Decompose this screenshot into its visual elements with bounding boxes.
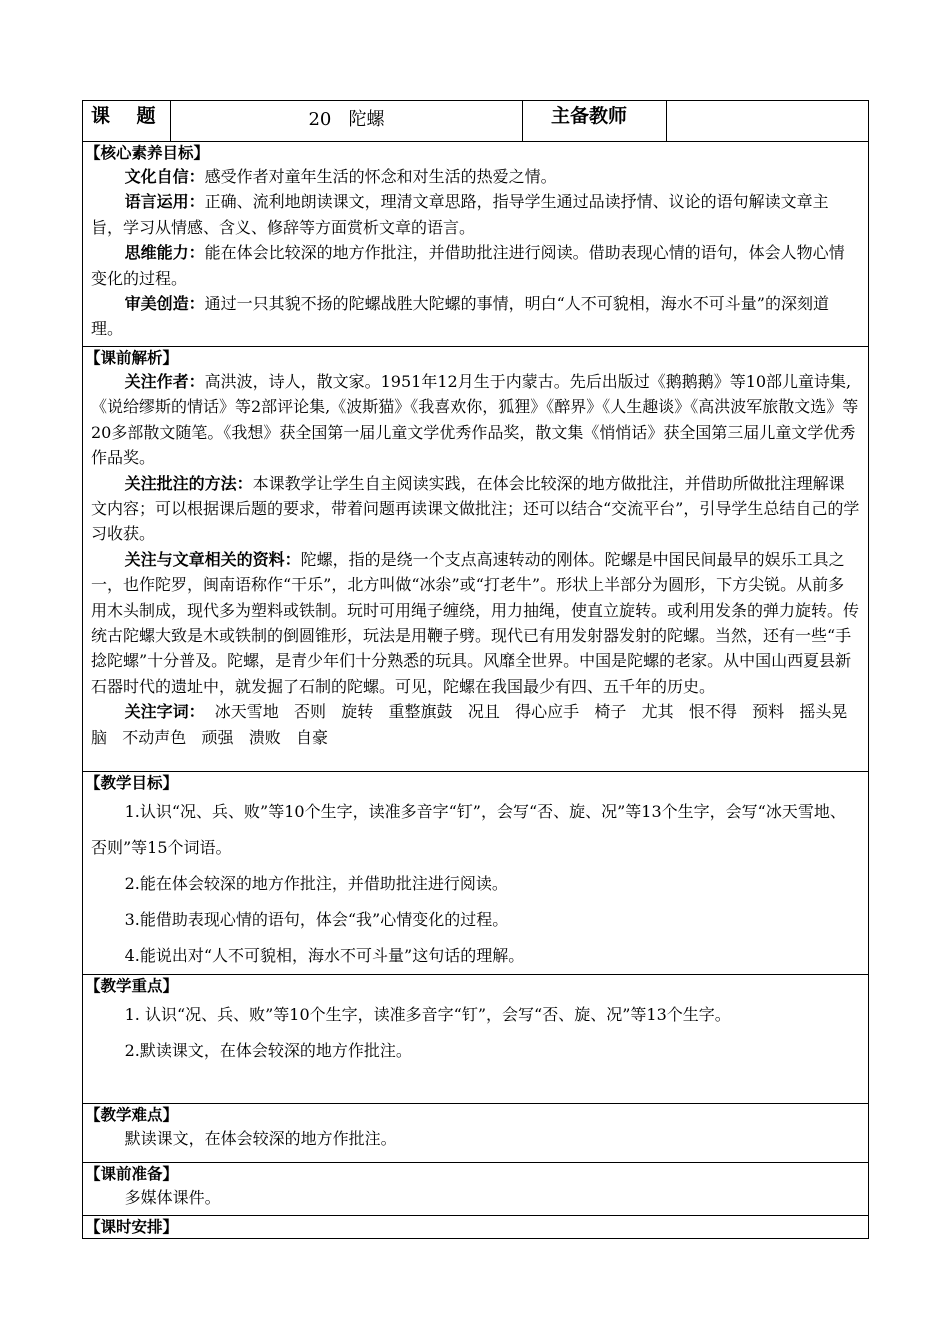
teaching-goals-title: 【教学目标】	[85, 774, 179, 792]
lesson-plan-table	[82, 100, 869, 1239]
teaching-goal-item: 4.能说出对“人不可貌相，海水不可斗量”这句话的理解。	[124, 946, 525, 965]
difficulties-text: 默读课文，在体会较深的地方作批注。	[124, 1129, 397, 1148]
teacher-value	[667, 101, 869, 142]
preparation-text: 多媒体课件。	[124, 1188, 221, 1207]
key-point-item: 1. 认识“况、兵、败”等10个生字，读准多音字“钉”，会写“否、旋、况”等13个生字。	[124, 1005, 731, 1024]
analysis-item: 关注字词： 冰天雪地 否则 旋转 重整旗鼓 况且 得心应手 椅子 尤其 恨不得 预料 摇头晃脑 不动声色 顽强 溃败 自豪	[91, 702, 848, 747]
analysis-item: 关注批注的方法：本课教学让学生自主阅读实践，在体会比较深的地方做批注，并借助所做批注理解课文内容；可以根据课后题的要求，带着问题再读课文做批注；还可以结合“交流平台”，引导学生总结自己的学习收获。	[91, 473, 860, 544]
key-points-title: 【教学重点】	[85, 977, 179, 995]
teaching-goal-item: 1.认识“况、兵、败”等10个生字，读准多音字“钉”，会写“否、旋、况”等13个生字，会写“冰天雪地、否则”等15个词语。	[91, 802, 846, 857]
header-row	[83, 101, 869, 142]
analysis-item: 关注与文章相关的资料：陀螺，指的是绕一个支点高速转动的刚体。陀螺是中国民间最早的娱乐工具之一，也作陀罗，闽南语称作“干乐”，北方叫做“冰尜”或“打老牛”。形状上半部分为圆形，下方尖锐。从前多用木头制成，现代多为塑料或铁制。玩时可用绳子缠绕，用力抽绳，使直立旋转。或利用发条的弹力旋转。传统古陀螺大致是木或铁制的倒圆锥形，玩法是用鞭子劈。现代已有用发射器发射的陀螺。当然，还有一些“手捻陀螺”十分普及。陀螺，是青少年们十分熟悉的玩具。风靡全世界。中国是陀螺的老家。从中国山西夏县新石器时代的遗址中，就发掘了石制的陀螺。可见，陀螺在我国最少有四、五千年的历史。	[91, 549, 860, 696]
teaching-goal-item: 2.能在体会较深的地方作批注，并借助批注进行阅读。	[124, 874, 508, 893]
analysis-item: 关注作者：高洪波，诗人，散文家。1951年12月生于内蒙古。先后出版过《鹅鹅鹅》等10部儿童诗集,《说给缪斯的情话》等2部评论集,《波斯猫》《我喜欢你，狐狸》《醉界》《人生趣谈》《高洪波军旅散文选》等20多部散文随笔。《我想》获全国第一届儿童文学优秀作品奖，散文集《悄悄话》获全国第三届儿童文学优秀作品奖。	[91, 372, 859, 468]
difficulties-title: 【教学难点】	[85, 1106, 179, 1124]
key-point-item: 2.默读课文，在体会较深的地方作批注。	[124, 1041, 412, 1060]
preparation-title: 【课前准备】	[85, 1165, 179, 1183]
core-goals-title: 【核心素养目标】	[85, 144, 210, 162]
schedule-title: 【课时安排】	[85, 1218, 179, 1236]
teaching-goals-row	[83, 772, 869, 975]
analysis-row	[83, 347, 869, 772]
teacher-label: 主备教师	[523, 101, 667, 142]
preparation-row	[83, 1163, 869, 1216]
teaching-goal-item: 3.能借助表现心情的语句，体会“我”心情变化的过程。	[124, 910, 509, 929]
key-points-row	[83, 975, 869, 1104]
core-goal-item: 语言运用：正确、流利地朗读课文，理清文章思路，指导学生通过品读抒情、议论的语句解读文章主旨，学习从情感、含义、修辞等方面赏析文章的语言。	[91, 192, 829, 237]
difficulties-row	[83, 1104, 869, 1163]
core-goal-item: 审美创造：通过一只其貌不扬的陀螺战胜大陀螺的事情，明白“人不可貌相，海水不可斗量”的深刻道理。	[91, 294, 829, 339]
schedule-row	[83, 1216, 869, 1239]
core-goals-row	[83, 142, 869, 347]
core-goal-item: 文化自信：感受作者对童年生活的怀念和对生活的热爱之情。	[124, 167, 557, 186]
core-goal-item: 思维能力：能在体会比较深的地方作批注，并借助批注进行阅读。借助表现心情的语句，体会人物心情变化的过程。	[91, 243, 845, 288]
topic-label: 课 题	[83, 101, 171, 142]
analysis-title: 【课前解析】	[85, 349, 179, 367]
topic-value: 20 陀螺	[171, 101, 523, 142]
